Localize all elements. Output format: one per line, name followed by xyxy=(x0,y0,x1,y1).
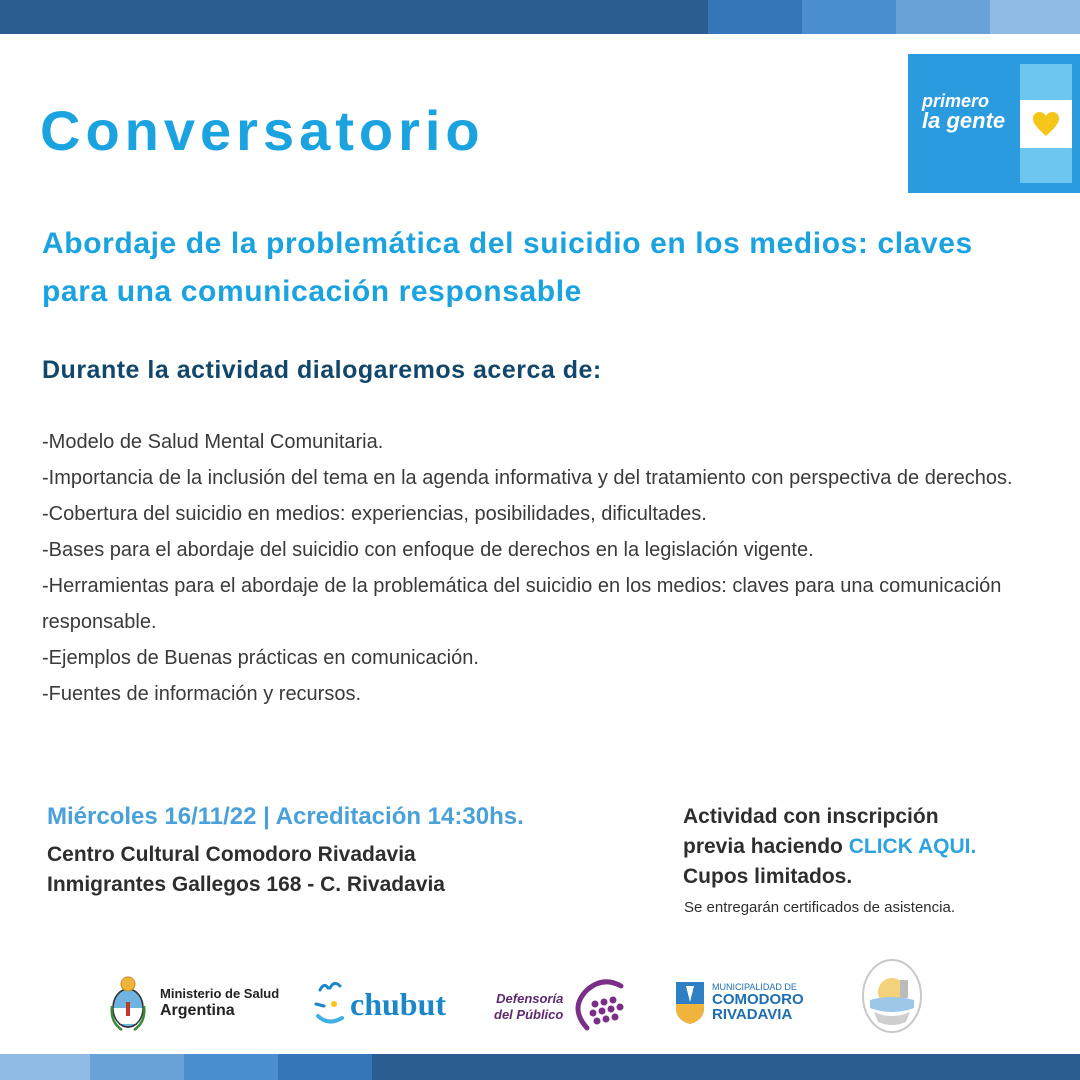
defensoria-text xyxy=(494,991,563,1023)
chubut-logo xyxy=(312,980,446,1028)
page-title: Conversatorio xyxy=(40,99,485,162)
argentina-coat-of-arms-icon xyxy=(108,972,148,1034)
band-segment xyxy=(990,0,1080,34)
certificate-note: Se entregarán certificados de asistencia. xyxy=(684,899,955,916)
ministerio-line-1: Ministerio de Salud xyxy=(160,985,280,1001)
ministerio-line-2: Argentina xyxy=(160,1001,235,1019)
venue-address: Inmigrantes Gallegos 168 - C. Rivadavia xyxy=(47,873,445,896)
comodoro-line-1: MUNICIPALIDAD DE xyxy=(712,982,797,992)
topic-item: -Bases para el abordaje del suicidio con enfoque de derechos en la legislación vigente. xyxy=(42,539,814,561)
topics-intro: Durante la actividad dialogaremos acerca de: xyxy=(42,356,602,384)
primero-la-gente-logo xyxy=(908,54,1080,193)
band-segment xyxy=(90,1054,184,1080)
band-segment xyxy=(372,1054,1080,1080)
topic-item: -Fuentes de información y recursos. xyxy=(42,683,362,705)
ministerio-salud-logo xyxy=(108,972,279,1034)
topic-item: -Cobertura del suicidio en medios: experiencias, posibilidades, dificultades. xyxy=(42,503,707,525)
topic-item: -Herramientas para el abordaje de la problemática del suicidio en los medios: claves para una comunicación responsable. xyxy=(42,575,1002,633)
defensoria-line-2: del Público xyxy=(494,1007,564,1022)
registration-line-1: Actividad con inscripción xyxy=(683,805,939,828)
venue-name: Centro Cultural Comodoro Rivadavia xyxy=(47,843,416,866)
defensoria-logo xyxy=(494,978,627,1036)
band-segment xyxy=(896,0,990,34)
comodoro-line-3: RIVADAVIA xyxy=(712,1006,793,1023)
topic-item: -Modelo de Salud Mental Comunitaria. xyxy=(42,431,384,453)
registration-prefix: previa haciendo xyxy=(683,835,849,858)
logo-text-la-gente: la gente xyxy=(922,108,1006,133)
topic-item: -Ejemplos de Buenas prácticas en comunicación. xyxy=(42,647,479,669)
top-color-band xyxy=(0,0,1080,34)
municipal-crest-icon xyxy=(860,956,924,1036)
band-segment xyxy=(708,0,802,34)
logo-heart-box xyxy=(1020,100,1072,148)
band-segment xyxy=(278,1054,372,1080)
event-venue xyxy=(47,840,445,900)
bottom-color-band xyxy=(0,1054,1080,1080)
click-aqui-link[interactable]: CLICK AQUI. xyxy=(848,835,977,858)
heart-icon xyxy=(1032,111,1060,137)
chubut-wordmark: chubut xyxy=(350,985,447,1022)
topic-item: -Importancia de la inclusión del tema en la agenda informativa y del tratamiento con perspectiva de derechos. xyxy=(42,467,1013,489)
registration-line-3: Cupos limitados. xyxy=(683,865,853,888)
event-date-line: Miércoles 16/11/22 | Acreditación 14:30hs. xyxy=(47,803,524,830)
page-subtitle: Abordaje de la problemática del suicidio en los medios: claves para una comunicación responsable xyxy=(42,227,973,308)
registration-line-2 xyxy=(683,832,976,862)
chubut-swirl-icon xyxy=(312,980,348,1028)
topics-list xyxy=(42,424,1062,712)
comodoro-shield-icon xyxy=(674,978,706,1026)
band-segment xyxy=(802,0,896,34)
comodoro-line-2: COMODORO xyxy=(712,991,804,1008)
band-segment xyxy=(0,0,708,34)
registration-info xyxy=(683,802,976,892)
band-segment xyxy=(184,1054,278,1080)
municipal-crest-logo xyxy=(860,956,924,1041)
sponsor-logos xyxy=(0,950,1080,1050)
defensoria-dots-icon xyxy=(567,978,627,1036)
comodoro-rivadavia-logo xyxy=(674,978,804,1026)
band-segment xyxy=(0,1054,90,1080)
defensoria-line-1: Defensoría xyxy=(496,991,564,1006)
logo-text-primero: primero xyxy=(922,91,990,111)
